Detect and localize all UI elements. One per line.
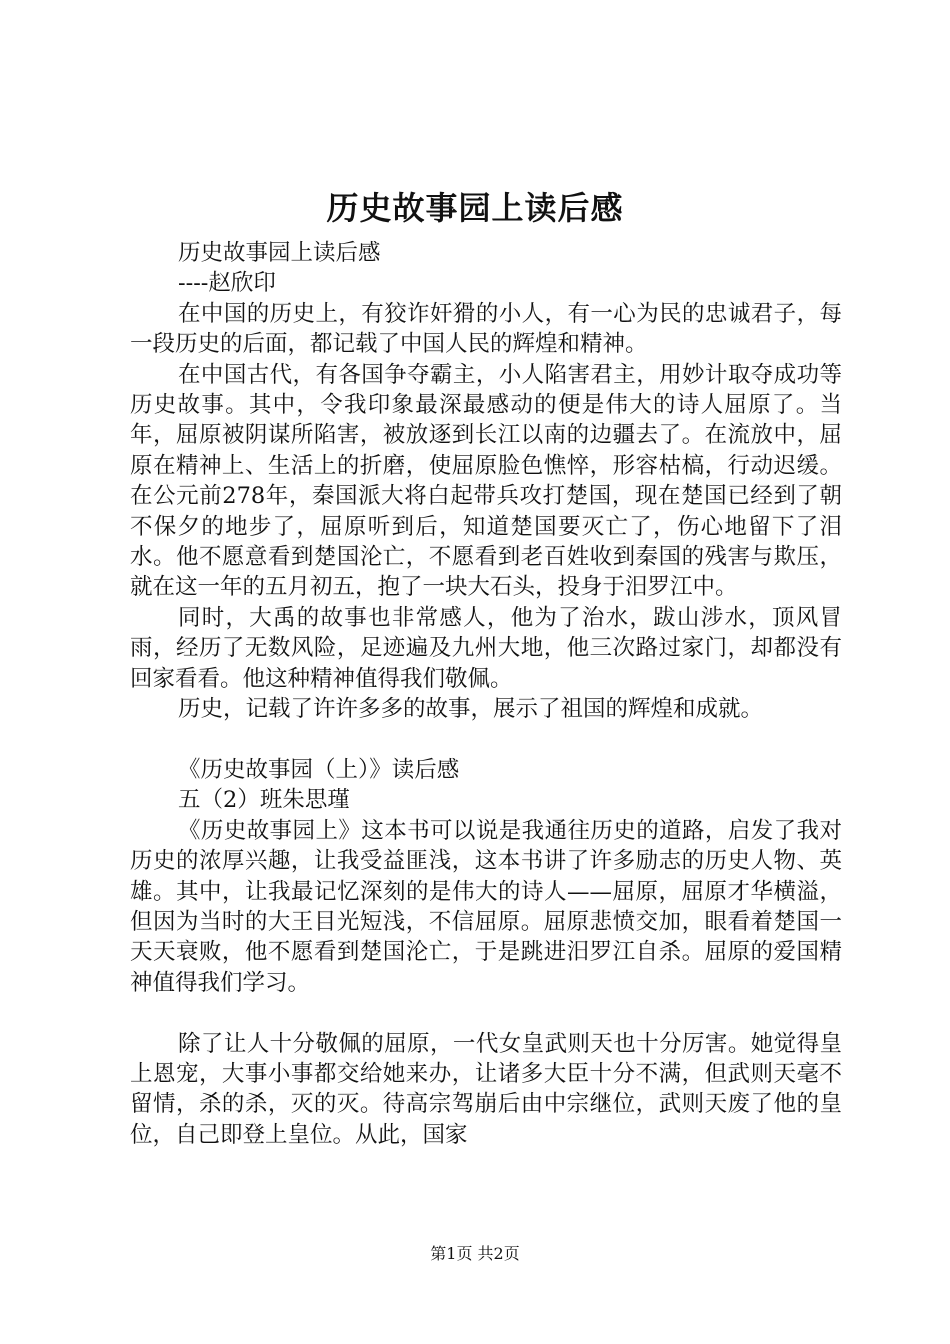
essay2-paragraph: 《历史故事园上》这本书可以说是我通往历史的道路，启发了我对历史的浓厚兴趣，让我受益匪浅，这本书讲了许多励志的历史人物、英雄。其中，让我最记忆深刻的是伟大的诗人——屈原，屈原才华横溢，但因为当时的大王目光短浅，不信屈原。屈原悲愤交加，眼看着楚国一天天衰败，他不愿看到楚国沦亡，于是跳进汨罗江自杀。屈原的爱国精神值得我们学习。 bbox=[130, 817, 842, 996]
essay1-paragraph: 在中国古代，有各国争夺霸主，小人陷害君主，用妙计取夺成功等历史故事。其中，令我印象最深最感动的便是伟大的诗人屈原了。当年，屈原被阴谋所陷害，被放逐到长江以南的边疆去了。在流放中，屈原在精神上、生活上的折磨，使屈原脸色憔悴，形容枯槁，行动迟缓。在公元前278年，秦国派大将白起带兵攻打楚国，现在楚国已经到了朝不保夕的地步了，屈原听到后，知道楚国要灭亡了，伤心地留下了泪水。他不愿意看到楚国沦亡，不愿看到老百姓收到秦国的残害与欺压，就在这一年的五月初五，抱了一块大石头，投身于汨罗江中。 bbox=[130, 361, 842, 601]
page-footer: 第1页 共2页 bbox=[430, 1244, 520, 1263]
essay1-paragraph: 同时，大禹的故事也非常感人，他为了治水，跋山涉水，顶风冒雨，经历了无数风险，足迹遍及九州大地，他三次路过家门，却都没有回家看看。他这种精神值得我们敬佩。 bbox=[130, 604, 842, 692]
essay2-paragraph: 除了让人十分敬佩的屈原，一代女皇武则天也十分厉害。她觉得皇上恩宠，大事小事都交给她来办，让诸多大臣十分不满，但武则天毫不留情，杀的杀，灭的灭。待高宗驾崩后由中宗继位，武则天废了他的皇位，自己即登上皇位。从此，国家 bbox=[130, 1030, 842, 1148]
essay2-heading: 《历史故事园（上）》读后感 bbox=[178, 756, 460, 783]
document-title: 历史故事园上读后感 bbox=[326, 189, 624, 227]
paragraph-gap bbox=[130, 998, 842, 1028]
essay1-paragraph: 历史，记载了许许多多的故事，展示了祖国的辉煌和成就。 bbox=[178, 696, 764, 723]
essay1-paragraph: 在中国的历史上，有狡诈奸猾的小人，有一心为民的忠诚君子，每一段历史的后面，都记载了中国人民的辉煌和精神。 bbox=[130, 300, 842, 358]
section-gap bbox=[130, 725, 842, 755]
essay1-author: ----赵欣印 bbox=[178, 270, 276, 297]
essay1-heading: 历史故事园上读后感 bbox=[178, 240, 381, 266]
essay2-author: 五（2）班朱思瑾 bbox=[178, 787, 350, 814]
document-body bbox=[130, 238, 842, 1150]
